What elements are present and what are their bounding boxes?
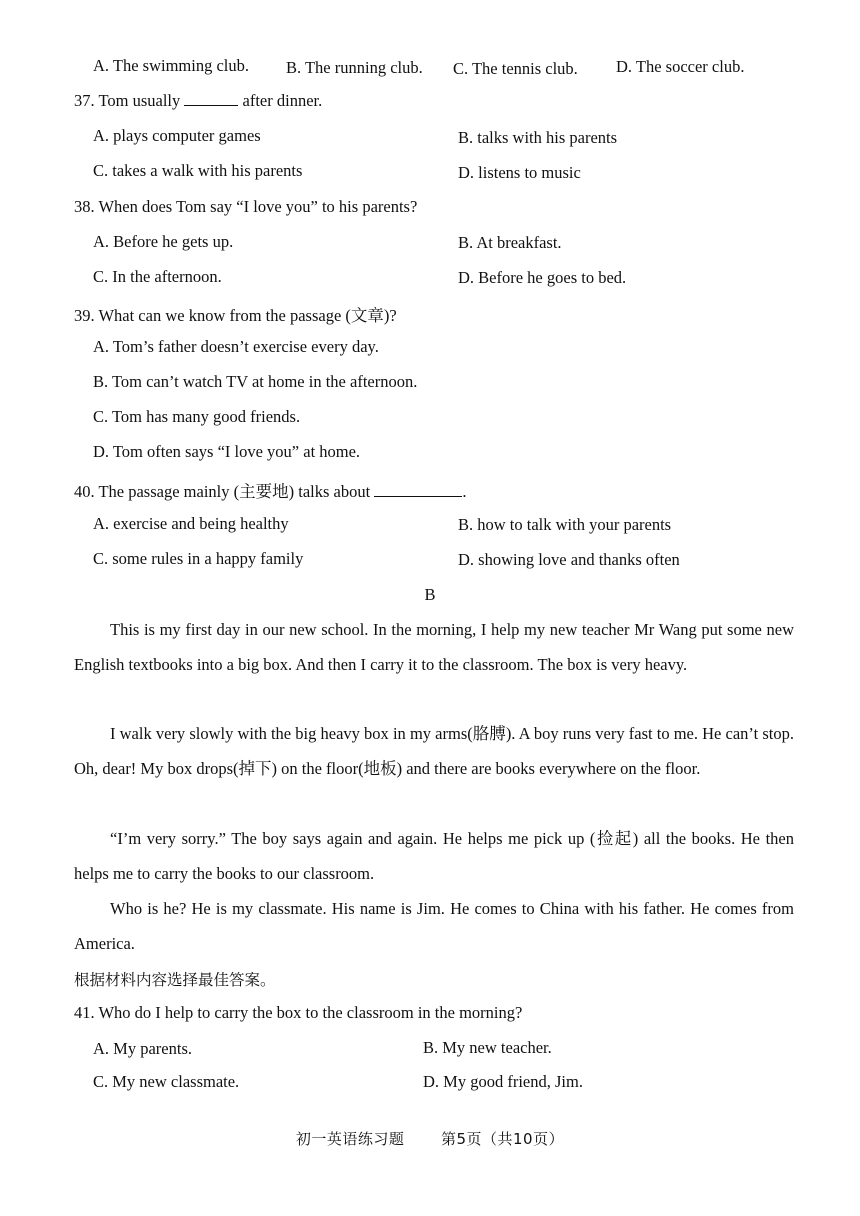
passage-paragraph-1: This is my first day in our new school. In the morning, I help my new teacher Mr Wang put some new English textbooks into a big box. And then I carry it to the classroom. The box is very heavy. — [74, 620, 794, 674]
q38-option-d: D. Before he goes to bed. — [458, 268, 627, 287]
section-b-heading: B — [424, 585, 436, 604]
section-instruction: 根据材料内容选择最佳答案。 — [74, 971, 276, 989]
q36-option-c: C. The tennis club. — [453, 59, 578, 78]
q38-option-a: A. Before he gets up. — [93, 232, 234, 251]
footer-title: 初一英语练习题 — [295, 1130, 405, 1148]
q39-option-a: A. Tom’s father doesn’t exercise every day. — [93, 337, 379, 356]
q36-option-d: D. The soccer club. — [616, 57, 745, 76]
q40-stem-after: . — [462, 482, 467, 501]
q41-option-d: D. My good friend, Jim. — [423, 1072, 583, 1091]
q38-option-b: B. At breakfast. — [458, 233, 562, 252]
q41-option-b: B. My new teacher. — [423, 1038, 552, 1057]
q39-option-c: C. Tom has many good friends. — [93, 407, 301, 426]
q40-option-c: C. some rules in a happy family — [93, 549, 304, 568]
q38-option-c: C. In the afternoon. — [93, 267, 222, 286]
q38-stem: 38. When does Tom say “I love you” to his parents? — [74, 197, 418, 216]
q37-option-d: D. listens to music — [458, 163, 581, 182]
q40-option-d: D. showing love and thanks often — [458, 550, 680, 569]
q40-answer-blank — [374, 482, 462, 497]
q41-option-c: C. My new classmate. — [93, 1072, 240, 1091]
page-footer — [0, 1128, 860, 1149]
q39-option-b: B. Tom can’t watch TV at home in the afternoon. — [93, 372, 418, 391]
q41-stem: 41. Who do I help to carry the box to the classroom in the morning? — [74, 1003, 523, 1022]
q37-option-c: C. takes a walk with his parents — [93, 161, 303, 180]
q36-option-a: A. The swimming club. — [93, 56, 249, 75]
q39-stem: 39. What can we know from the passage (文章)? — [74, 306, 397, 325]
q40-option-b: B. how to talk with your parents — [458, 515, 672, 534]
q41-option-a: A. My parents. — [93, 1039, 192, 1058]
q36-option-b: B. The running club. — [286, 58, 423, 77]
q37-stem-after: after dinner. — [242, 91, 323, 110]
q37-option-b: B. talks with his parents — [458, 128, 618, 147]
footer-page-number: 第5页（共10页） — [440, 1130, 565, 1148]
q37-stem — [74, 91, 322, 111]
q37-stem-before: 37. Tom usually — [74, 91, 181, 110]
q37-option-a: A. plays computer games — [93, 126, 261, 145]
q40-stem-before: 40. The passage mainly (主要地) talks about — [74, 482, 371, 501]
q40-option-a: A. exercise and being healthy — [93, 514, 289, 533]
passage-paragraph-2: I walk very slowly with the big heavy box in my arms(胳膊). A boy runs very fast to me. He can’t stop. Oh, dear! My box drops(掉下) on the floor(地板) and there are books everywhere on the floor. — [74, 724, 794, 778]
q37-answer-blank — [184, 91, 238, 106]
q39-option-d: D. Tom often says “I love you” at home. — [93, 442, 361, 461]
passage-paragraph-3: “I’m very sorry.” The boy says again and again. He helps me pick up (捡起) all the books. He then helps me to carry the books to our classroom. — [74, 829, 794, 883]
q40-stem — [74, 478, 466, 502]
passage-paragraph-4: Who is he? He is my classmate. His name is Jim. He comes to China with his father. He comes from America. — [74, 899, 794, 953]
